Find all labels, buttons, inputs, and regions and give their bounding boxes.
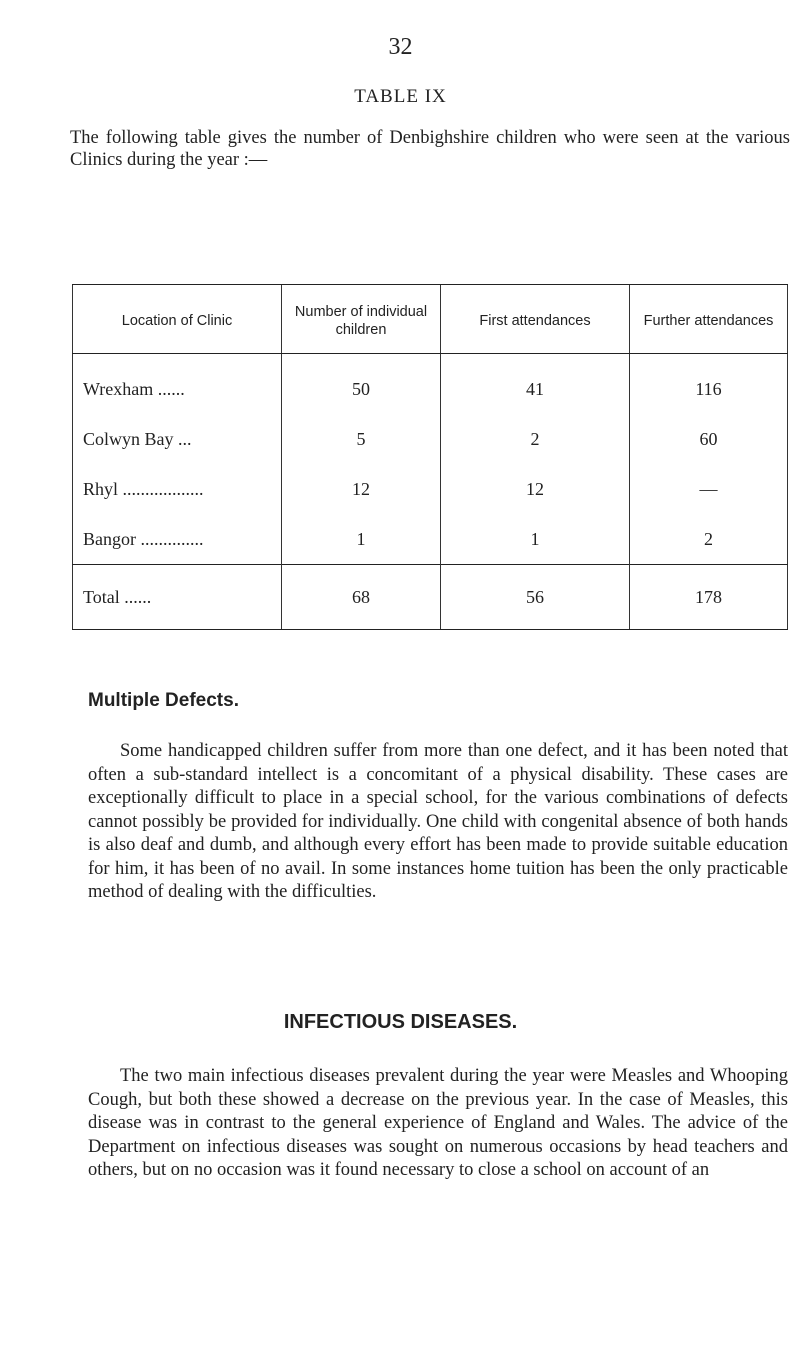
table-row	[73, 464, 788, 514]
header-further-attendances: Further attendances	[630, 285, 788, 354]
cell-further: 60	[630, 414, 788, 464]
multiple-defects-paragraph: Some handicapped children suffer from more than one defect, and it has been noted that often a sub-standard intellect is a concomitant of a physical disability. These cases are exceptionally difficult to place in a special school, for the various combinations of defects cannot possibly be provided for individually. One child with congenital absence of both hands is also deaf and dumb, and although every effort has been made to provide suitable education for him, it has been of no avail. In some instances home tuition has been the only practicable method of dealing with the difficulties.	[88, 741, 788, 902]
table-row	[73, 414, 788, 464]
cell-first: 41	[441, 354, 630, 415]
cell-first: 2	[441, 414, 630, 464]
cell-children: 5	[282, 414, 441, 464]
table-row	[73, 354, 788, 415]
cell-children: 1	[282, 514, 441, 565]
table-total-row	[73, 565, 788, 630]
cell-location: Wrexham ......	[83, 378, 185, 399]
header-location: Location of Clinic	[73, 285, 282, 354]
table-title: TABLE IX	[354, 86, 447, 107]
cell-total-first: 56	[441, 565, 630, 630]
page-number: 32	[388, 34, 413, 60]
cell-children: 50	[282, 354, 441, 415]
infectious-diseases-heading: INFECTIOUS DISEASES.	[283, 1011, 518, 1033]
cell-location: Bangor ..............	[83, 528, 204, 549]
cell-further: 116	[630, 354, 788, 415]
multiple-defects-heading: Multiple Defects.	[88, 690, 239, 711]
infectious-diseases-paragraph: The two main infectious diseases prevalent during the year were Measles and Whooping Cough, but both these showed a decrease on the previous year. In the case of Measles, this disease was in contrast to the general experience of England and Wales. The advice of the Department on infectious diseases was sought on numerous occasions by head teachers and others, but on no occasion was it found necessary to close a school on account of an	[88, 1066, 788, 1180]
header-first-attendances: First attendances	[441, 285, 630, 354]
header-children: Number of individual children	[282, 285, 441, 354]
table-row	[73, 514, 788, 565]
intro-paragraph: The following table gives the number of Denbighshire children who were seen at the various Clinics during the year :—	[70, 128, 790, 170]
clinic-attendance-table	[72, 284, 788, 630]
cell-location: Rhyl ..................	[83, 478, 204, 499]
cell-location: Colwyn Bay ...	[83, 428, 192, 449]
cell-first: 12	[441, 464, 630, 514]
cell-total-further: 178	[630, 565, 788, 630]
table-header-row	[73, 285, 788, 354]
cell-total-children: 68	[282, 565, 441, 630]
cell-children: 12	[282, 464, 441, 514]
cell-further: 2	[630, 514, 788, 565]
cell-first: 1	[441, 514, 630, 565]
cell-total-label: Total ......	[73, 565, 282, 630]
cell-further: —	[630, 464, 788, 514]
